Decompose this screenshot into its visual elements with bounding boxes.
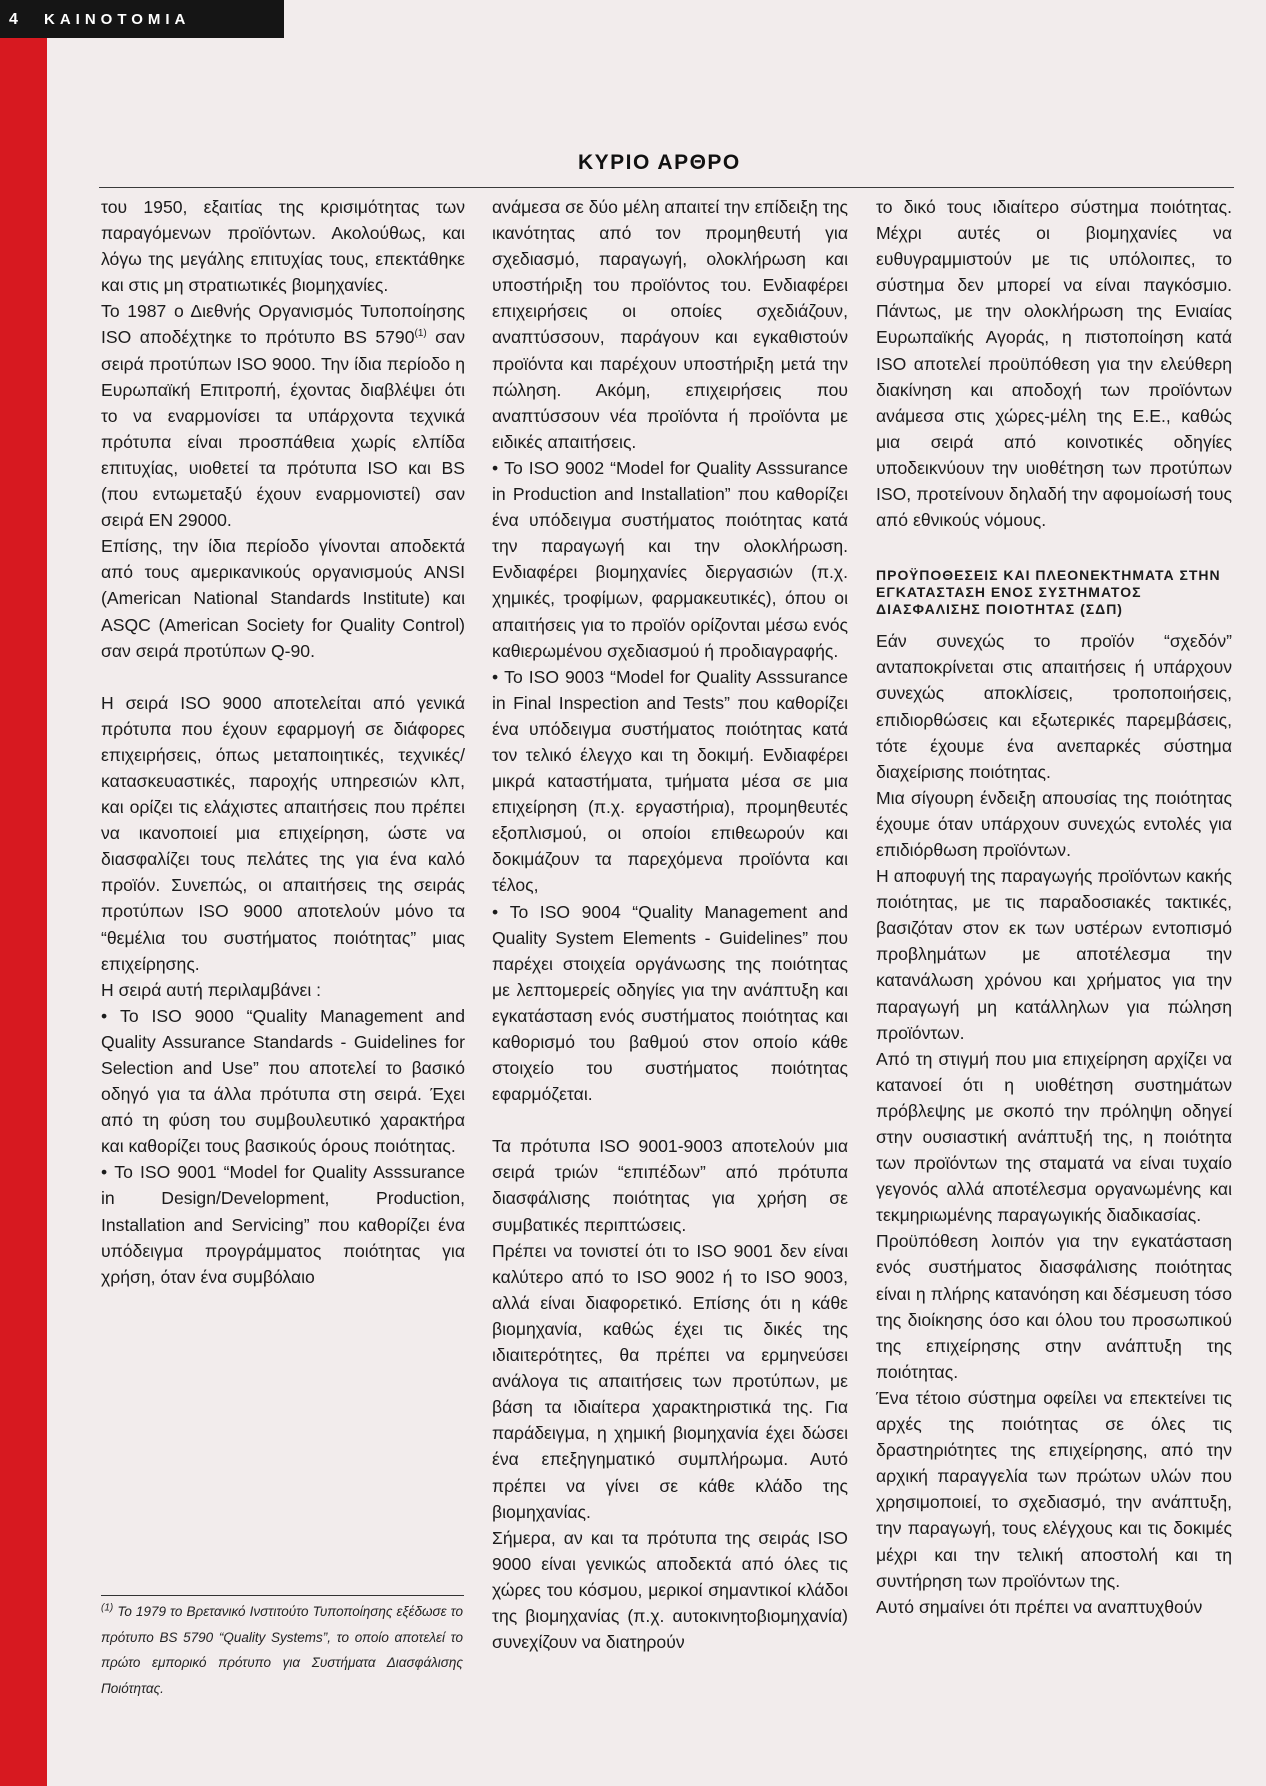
text-column-1: [101, 194, 465, 1290]
paragraph: Προϋπόθεση λοιπόν για την εγκατάσταση ενός συστήματος διασφάλισης ποιότητας είναι η πλήρης κατανόηση και δέσμευση τόσο της διοίκησης όσο και όλου του προσωπικού της επιχείρησης στην ανάπτυξη της ποιότητας.: [876, 1231, 1232, 1382]
paragraph: το δικό τους ιδιαίτερο σύστημα ποιότητας. Μέχρι αυτές οι βιομηχανίες να ευθυγραμμιστούν με τις υπόλοιπες, το σύστημα δεν μπορεί να είναι παγκόσμιο. Πάντως, με την ολοκλήρωση της Ενιαίας Ευρωπαϊκής Αγοράς, η πιστοποίηση κατά ISO αποτελεί προϋπόθεση για την ελεύθερη διακίνηση και αποδοχή των προϊόντων ανάμεσα στις χώρες-μέλη της Ε.Ε., καθώς μια σειρά από κοινοτικές οδηγίες υποδεικνύουν την υιοθέτηση των προτύπων ISO, προτείνουν δηλαδή την αφομοίωσή τους από εθνικούς νόμους.: [876, 197, 1232, 531]
paragraph: Η σειρά ISO 9000 αποτελείται από γενικά πρότυπα που έχουν εφαρμογή σε διάφορες επιχειρήσεις, όπως μεταποιητικές, τεχνικές/κατασκευαστικές, παροχής υπηρεσιών κλπ, και ορίζει τις ελάχιστες απαιτήσεις που πρέπει να ικανοποιεί μια επιχείρηση, ώστε να διασφαλίζει τους πελάτες της για ένα καλό προϊόν. Συνεπώς, οι απαιτήσεις της σειράς προτύπων ISO 9000 αποτελούν μόνο τα “θεμέλια του συστήματος ποιότητας” μιας επιχείρησης.: [101, 692, 465, 974]
paragraph: Ένα τέτοιο σύστημα οφείλει να επεκτείνει τις αρχές της ποιότητας σε όλες τις δραστηριότητες της επιχείρησης, από την αρχική παραγγελία των πρώτων υλών που χρησιμοποιεί, το σχεδιασμό, την ανάπτυξη, την παραγωγή, τους ελέγχους και τις δοκιμές μέχρι και την τελική αποστολή και τη συντήρηση των προϊόντων της.: [876, 1387, 1232, 1591]
paragraph: Η σειρά αυτή περιλαμβάνει :: [101, 979, 322, 1000]
header-rule: [99, 187, 1234, 188]
page-number: 4: [9, 11, 18, 28]
paragraph-text: σαν σειρά προτύπων ISO 9000. Την ίδια περίοδο η Ευρωπαϊκή Επιτροπή, έχοντας διαβλέψει ότι το να εναρμονίσει τα υπάρχοντα τεχνικά πρότυπα είναι προσπάθεια χωρίς ελπίδα επιτυχίας, υιοθετεί τα πρότυπα ISO και BS (που εντωμεταξύ έχουν εναρμονιστεί) σαν σειρά EN 29000.: [101, 327, 465, 531]
paragraph: Σήμερα, αν και τα πρότυπα της σειράς ISO 9000 είναι γενικώς αποδεκτά από όλες τις χώρες του κόσμου, μερικοί σημαντικοί κλάδοι της βιομηχανίας (π.χ. αυτοκινητοβιομηχανία) συνεχίζουν να διατηρούν: [492, 1527, 848, 1653]
paragraph: Η αποφυγή της παραγωγής προϊόντων κακής ποιότητας, με τις παραδοσιακές τακτικές, βασιζόταν στον εκ των υστέρων εντοπισμό προβλημάτων με αποτέλεσμα την κατανάλωση χρόνου και χρήματος για την παραγωγή μη κατάλληλων για πώληση προϊόντων.: [876, 866, 1232, 1043]
footnote: [101, 1599, 463, 1701]
paragraph-text: Το 1987 ο Διεθνής Οργανισμός Τυποποίησης ISO αποδέχτηκε το πρότυπο BS 5790: [101, 301, 465, 348]
text-column-2: [492, 194, 848, 1655]
paragraph: Τα πρότυπα ISO 9001-9003 αποτελούν μια σειρά τριών “επιπέδων” από πρότυπα διασφάλισης ποιότητας για χρήση σε συμβατικές περιπτώσεις.: [492, 1136, 848, 1235]
article-type-heading: ΚΥΡΙΟ ΑΡΘΡΟ: [578, 151, 741, 174]
paragraph: Μια σίγουρη ένδειξη απουσίας της ποιότητας έχουμε όταν υπάρχουν συνεχώς εντολές για επιδιόρθωση προϊόντων.: [876, 787, 1232, 860]
bullet-item: • Το ISO 9004 “Quality Management and Quality System Elements - Guidelines” που παρέχει στοιχεία οργάνωσης της ποιότητας με λεπτομερείς οδηγίες για την ανάπτυξη και εγκατάσταση ενός συστήματος ποιότητας και καθορισμό του βαθμού στον οποίο κάθε στοιχείο του συστήματος ποιότητας εφαρμόζεται.: [492, 899, 848, 1108]
paragraph: Από τη στιγμή που μια επιχείρηση αρχίζει να κατανοεί ότι η υιοθέτηση συστημάτων πρόβλεψης με σκοπό την πρόληψη οδηγεί στην ουσιαστική ανάπτυξή της, η ποιότητα των προϊόντων της σταματά να είναι τυχαίο γεγονός αλλά αποτέλεσμα οργανωμένης και τεκμηριωμένης παραγωγικής διαδικασίας.: [876, 1048, 1232, 1226]
paragraph: του 1950, εξαιτίας της κρισιμότητας των παραγόμενων προϊόντων. Ακολούθως, και λόγω της μεγάλης επιτυχίας τους, επεκτάθηκε και στις μη στρατιωτικές βιομηχανίες.: [101, 197, 465, 296]
paragraph: Πρέπει να τονιστεί ότι το ISO 9001 δεν είναι καλύτερο από το ISO 9002 ή το ISO 9003, αλλά είναι διαφορετικό. Επίσης ότι η κάθε βιομηχανία, καθώς έχει τις δικές της ιδιαιτερότητες, θα πρέπει να ερμηνεύσει ανάλογα τις απαιτήσεις των προτύπων, με βάση τα ιδιαίτερα χαρακτηριστικά της. Για παράδειγμα, η χημική βιομηχανία έχει δώσει ένα επεξηγηματικό συμπλήρωμα. Αυτό πρέπει να γίνει σε κάθε κλάδο της βιομηχανίας.: [492, 1240, 848, 1522]
paragraph: ανάμεσα σε δύο μέλη απαιτεί την επίδειξη της ικανότητας από τον προμηθευτή για σχεδιασμό, παραγωγή, ολοκλήρωση και υποστήριξη του προϊόντος του. Ενδιαφέρει επιχειρήσεις οι οποίες σχεδιάζουν, αναπτύσσουν, παράγουν και εγκαθιστούν προϊόντα και παρέχουν υποστήριξη μετά την πώληση. Ακόμη, επιχειρήσεις που αναπτύσσουν νέα προϊόντα ή προϊόντα με ειδικές απαιτήσεις.: [492, 197, 848, 452]
footnote-rule: [101, 1595, 464, 1596]
text-column-3: [876, 194, 1232, 1620]
paragraph: Αυτό σημαίνει ότι πρέπει να αναπτυχθούν: [876, 1596, 1203, 1617]
bullet-item: • Το ISO 9003 “Model for Quality Asssurance in Final Inspection and Tests” που καθορίζει ένα υπόδειγμα συστήματος ποιότητας κατά τον τελικό έλεγχο και τη δοκιμή. Ενδιαφέρει μικρά καταστήματα, τμήματα μέσα σε μια επιχείρηση (π.χ. εργαστήρια), προμηθευτές εξοπλισμού, οι οποίοι επιθεωρούν και δοκιμάζουν τα παρεχόμενα προϊόντα και τέλος,: [492, 664, 848, 899]
bullet-item: • Το ISO 9001 “Model for Quality Asssurance in Design/Development, Production, Installation and Servicing” που καθορίζει ένα υπόδειγμα προγράμματος ποιότητας για χρήση, όταν ένα συμβόλαιο: [101, 1159, 465, 1289]
subheading: ΠΡΟΫΠΟΘΕΣΕΙΣ ΚΑΙ ΠΛΕΟΝΕΚΤΗΜΑΤΑ ΣΤΗΝ ΕΓΚΑΤΑΣΤΑΣΗ ΕΝΟΣ ΣΥΣΤΗΜΑΤΟΣ ΔΙΑΣΦΑΛΙΣΗΣ ΠΟΙΟΤΗΤΑΣ (ΣΔΠ): [876, 567, 1221, 618]
section-tab: [0, 0, 284, 38]
footnote-ref: (1): [414, 328, 427, 340]
red-margin-bar: [0, 0, 47, 1786]
footnote-text: Το 1979 το Βρετανικό Ινστιτούτο Τυποποίησης εξέδωσε το πρότυπο BS 5790 “Quality Systems”, το οποίο αποτελεί το πρώτο εμπορικό πρότυπο για Συστήματα Διασφάλισης Ποιότητας.: [101, 1604, 463, 1696]
paragraph: Εάν συνεχώς το προϊόν “σχεδόν” ανταποκρίνεται στις απαιτήσεις ή υπάρχουν συνεχώς αποκλίσεις, τροποποιήσεις, επιδιορθώσεις και εξωτερικές παρεμβάσεις, τότε έχουμε ένα ανεπαρκές σύστημα διαχείρισης ποιότητας.: [876, 631, 1232, 782]
bullet-item: • Το ISO 9000 “Quality Management and Quality Assurance Standards - Guidelines for Selection and Use” που αποτελεί το βασικό οδηγό για τα άλλα πρότυπα στη σειρά. Έχει από τη φύση του συμβουλευτικό χαρακτήρα και καθορίζει τους βασικούς όρους ποιότητας.: [101, 1003, 465, 1160]
paragraph: Επίσης, την ίδια περίοδο γίνονται αποδεκτά από τους αμερικανικούς οργανισμούς ANSI (American National Standards Institute) και ASQC (American Society for Quality Control) σαν σειρά προτύπων Q-90.: [101, 536, 465, 661]
footnote-marker: (1): [101, 1602, 114, 1614]
paragraph: [101, 298, 465, 533]
section-tab-label: ΚΑΙΝΟΤΟΜΙΑ: [44, 11, 191, 28]
bullet-item: • Το ISO 9002 “Model for Quality Asssurance in Production and Installation” που καθορίζει ένα υπόδειγμα συστήματος ποιότητας κατά την παραγωγή και την ολοκλήρωση. Ενδιαφέρει βιομηχανίες διεργασιών (π.χ. χημικές, τροφίμων, φαρμακευτικές), όπου οι απαιτήσεις για το προϊόν ορίζονται μέσω ενός καθιερωμένου σχεδιασμού ή προδιαγραφής.: [492, 455, 848, 664]
